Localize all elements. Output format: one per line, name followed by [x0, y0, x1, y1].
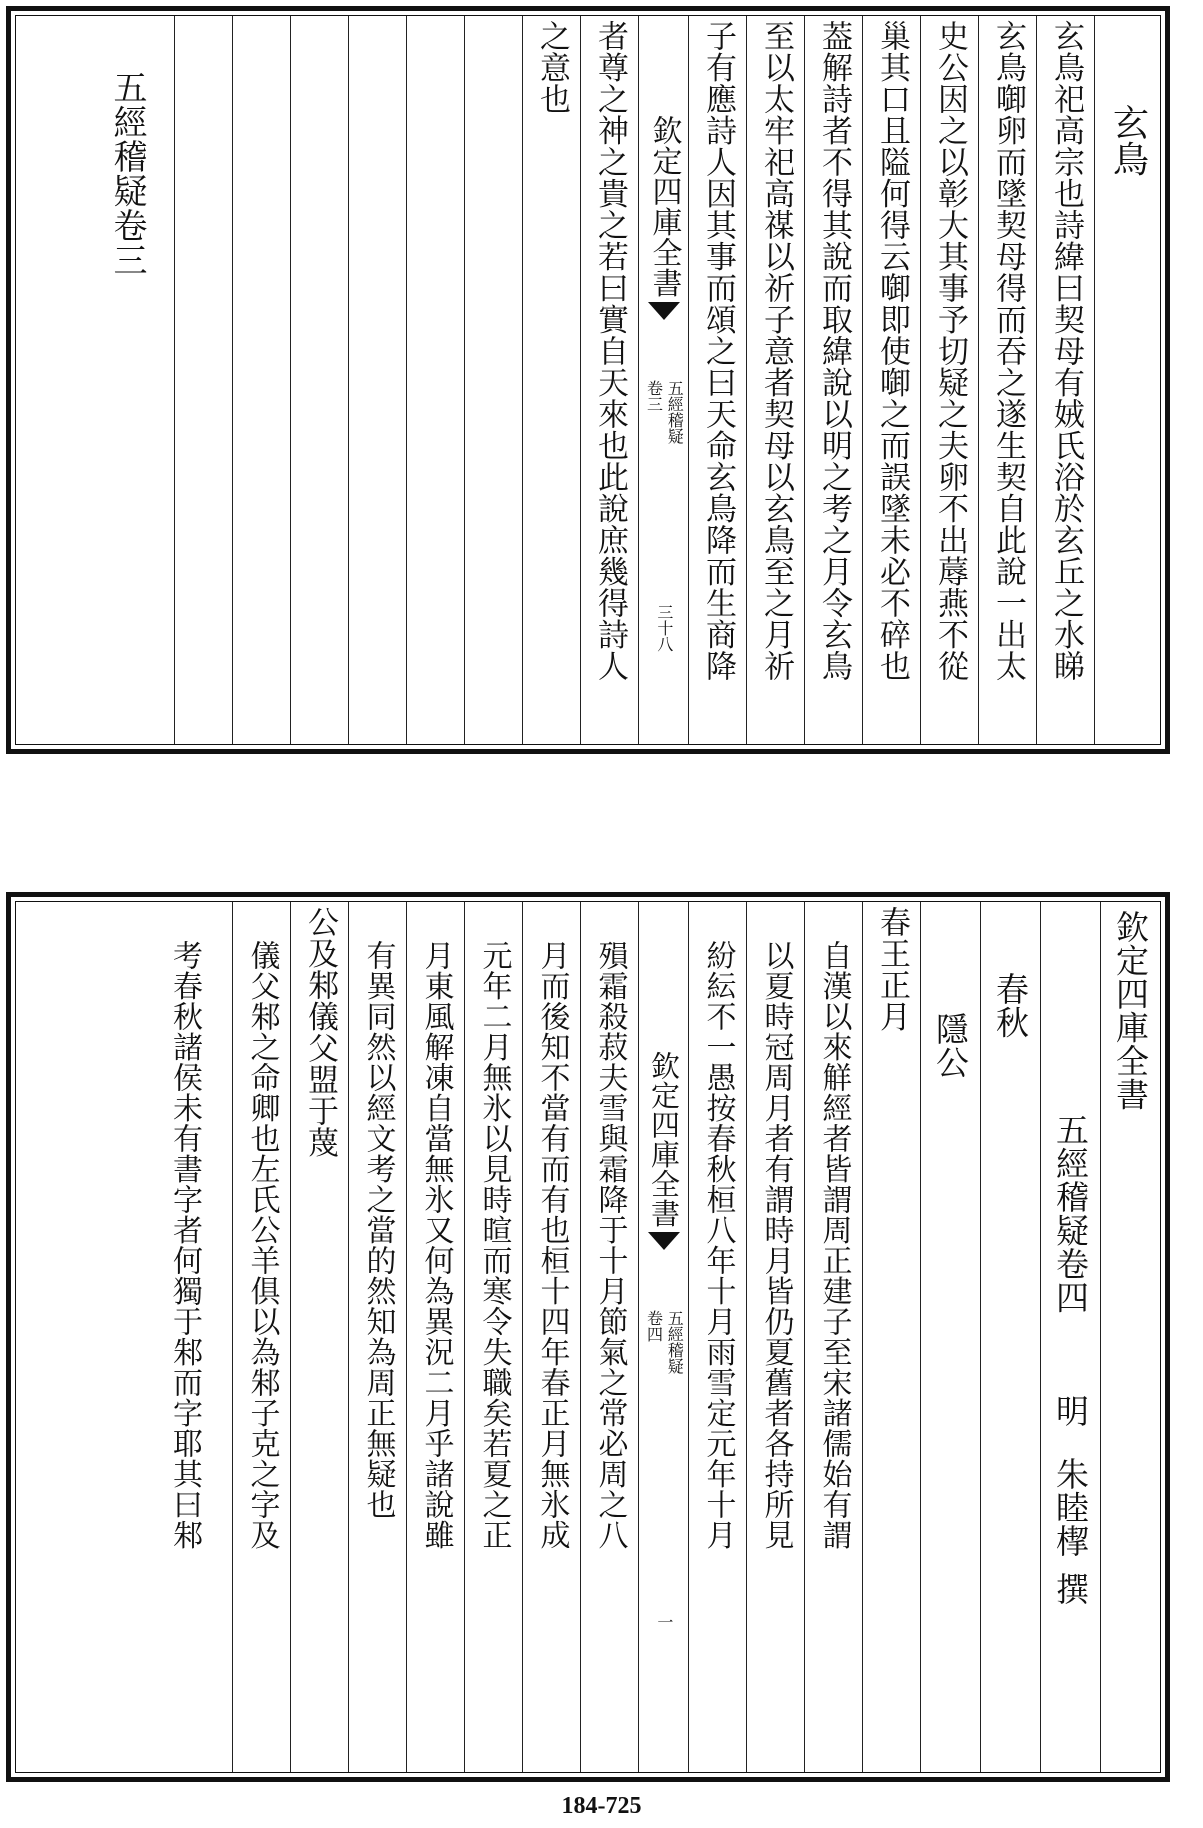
- bottom-col-10-text: 月而後知不當有而有也桓十四年春正月無氷成: [534, 940, 570, 1550]
- page-footer-number: 184-725: [561, 1793, 642, 1819]
- bottom-col-7: [746, 902, 804, 1772]
- bottom-author-role: 撰: [1051, 1571, 1090, 1606]
- top-page-columns: [16, 16, 1160, 744]
- bottom-col-12: [406, 902, 464, 1772]
- top-col-8-text: 子有應詩人因其事而頌之曰天命玄鳥降而生商降: [700, 20, 736, 682]
- bottom-col-15: [232, 902, 290, 1772]
- bottom-col-10: [522, 902, 580, 1772]
- top-center-title: 欽定四庫全書: [646, 114, 682, 298]
- top-page: [0, 0, 1203, 760]
- bottom-col-1-text: 欽定四庫全書: [1111, 910, 1150, 1111]
- bottom-center-column: [638, 902, 688, 1772]
- top-col-2-text: 玄鳥祀高宗也詩緯曰契母有娀氏浴於玄丘之水睇: [1048, 20, 1084, 682]
- bottom-author-name: 朱睦㮮: [1051, 1457, 1090, 1558]
- bottom-col-4-text: 隱公: [931, 1012, 970, 1079]
- bottom-center-volume: 卷四: [644, 1309, 664, 1342]
- top-col-11: [464, 16, 522, 744]
- top-col-15: [232, 16, 290, 744]
- top-volume-end: 五經稽疑卷三: [107, 70, 147, 277]
- top-col-3-text: 玄鳥啣卵而墜契母得而吞之遂生契自此說一出太: [990, 20, 1026, 682]
- bottom-col-4: [920, 902, 980, 1772]
- top-col-3: [978, 16, 1036, 744]
- bottom-center-page: 一: [654, 1613, 674, 1630]
- bottom-col-15-text: 儀父邾之命卿也左氏公羊俱以為邾子克之字及: [244, 940, 280, 1550]
- bottom-col-1: [1100, 902, 1160, 1772]
- bottom-col-13-text: 有異同然以經文考之當的然知為周正無疑也: [360, 940, 396, 1520]
- top-center-volume: 卷三: [644, 379, 664, 412]
- bottom-page-columns: [16, 902, 1160, 1772]
- top-col-5: [862, 16, 920, 744]
- bottom-col-7-text: 以夏時冠周月者有謂時月皆仍夏舊者各持所見: [758, 940, 794, 1550]
- bottom-col-8-text: 紛紜不一愚按春秋桓八年十月雨雪定元年十月: [700, 940, 736, 1550]
- top-col-1-text: 玄鳥: [1107, 104, 1149, 177]
- bottom-col-16: [136, 902, 232, 1772]
- top-col-7: [746, 16, 804, 744]
- bottom-col-11-text: 元年二月無氷以見時暄而寒令失職矣若夏之正: [476, 940, 512, 1550]
- top-col-5-text: 巢其口且隘何得云啣即使啣之而誤墜未必不碎也: [874, 20, 910, 682]
- top-col-13: [348, 16, 406, 744]
- top-col-14: [290, 16, 348, 744]
- bottom-col-3-text: 春秋: [991, 972, 1030, 1039]
- bottom-author-dynasty: 明: [1051, 1393, 1090, 1428]
- top-col-9-text: 者尊之神之貴之若曰實自天來也此說庶幾得詩人: [592, 20, 628, 682]
- top-center-book-name: 五經稽疑: [665, 379, 685, 444]
- top-col-1: [1094, 16, 1160, 744]
- top-col-6-text: 葢解詩者不得其說而取緯說以明之考之月令玄鳥: [816, 20, 852, 682]
- bottom-col-14: [290, 902, 348, 1772]
- top-col-12: [406, 16, 464, 744]
- bottom-col-2: [1040, 902, 1100, 1772]
- top-center-page: 三十八: [654, 603, 674, 652]
- top-col-10-text: 之意也: [534, 20, 570, 115]
- bottom-col-12-text: 月東風解凍自當無氷又何為異況二月乎諸說雖: [418, 940, 454, 1550]
- top-col-16: [174, 16, 232, 744]
- bottom-col-5: [862, 902, 920, 1772]
- bottom-center-book-name: 五經稽疑: [665, 1309, 685, 1374]
- bottom-col-16-text: 考春秋諸侯未有書字者何獨于邾而字耶其曰邾: [167, 940, 202, 1550]
- top-col-8: [688, 16, 746, 744]
- bottom-col-11: [464, 902, 522, 1772]
- bottom-col-2-text: 五經稽疑卷四: [1051, 1112, 1090, 1314]
- top-fishtail-mark: [648, 302, 680, 320]
- bottom-col-6: [804, 902, 862, 1772]
- bottom-author: [1051, 1393, 1090, 1606]
- bottom-col-9: [580, 902, 638, 1772]
- top-center-column: [638, 16, 688, 744]
- top-col-4-text: 史公因之以彰大其事予切疑之夫卵不出蓐燕不從: [932, 20, 968, 682]
- top-col-6: [804, 16, 862, 744]
- bottom-fishtail-mark: [648, 1232, 680, 1250]
- top-col-10: [522, 16, 580, 744]
- bottom-col-9-text: 殞霜殺菽夫雪與霜降于十月節氣之常必周之八: [592, 940, 628, 1550]
- bottom-col-6-text: 自漢以來觧經者皆謂周正建子至宋諸儒始有謂: [816, 940, 852, 1550]
- bottom-col-13: [348, 902, 406, 1772]
- bottom-col-3: [980, 902, 1040, 1772]
- top-col-2: [1036, 16, 1094, 744]
- bottom-page: [0, 892, 1203, 1792]
- top-col-17: [80, 16, 174, 744]
- top-center-book: [645, 380, 683, 444]
- bottom-center-book: [645, 1310, 683, 1374]
- top-col-4: [920, 16, 978, 744]
- top-col-9: [580, 16, 638, 744]
- bottom-center-title: 欽定四庫全書: [647, 1050, 681, 1228]
- top-col-7-text: 至以太牢祀高禖以祈子意者契母以玄鳥至之月祈: [758, 20, 794, 682]
- bottom-col-8: [688, 902, 746, 1772]
- bottom-col-14-text: 公及邾儀父盟于蔑: [302, 906, 338, 1158]
- bottom-col-5-text: 春王正月: [874, 906, 910, 1032]
